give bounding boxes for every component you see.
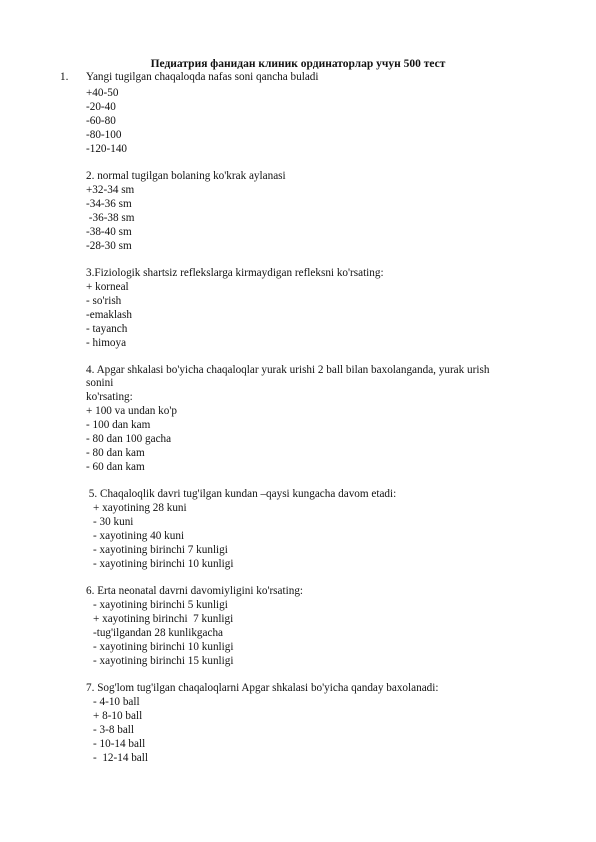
q5-option-5: - xayotining birinchi 10 kunligi	[93, 558, 234, 570]
q1-option-2: -20-40	[86, 101, 116, 113]
q7-option-1: - 4-10 ball	[93, 696, 140, 708]
q5-option-4: - xayotining birinchi 7 kunligi	[93, 544, 228, 556]
q2-option-5: -28-30 sm	[86, 240, 132, 252]
q4-question-line-3: ko'rsating:	[86, 391, 133, 403]
q1-option-5: -120-140	[86, 143, 128, 155]
q6-option-3: -tug'ilgandan 28 kunlikgacha	[93, 627, 224, 639]
q2-option-2: -34-36 sm	[86, 198, 132, 210]
q1-question: Yangi tugilgan chaqaloqda nafas soni qancha buladi	[86, 71, 319, 83]
q1-number: 1.	[60, 71, 69, 83]
q4-option-3: - 80 dan 100 gacha	[86, 433, 172, 445]
q5-option-3: - xayotining 40 kuni	[93, 530, 185, 542]
q1-option-3: -60-80	[86, 115, 116, 127]
q7-question: 7. Sog'lom tug'ilgan chaqaloqlarni Apgar shkalasi bo'yicha qanday baxolanadi:	[86, 682, 439, 694]
q2-question: 2. normal tugilgan bolaning ko'krak aylanasi	[86, 170, 286, 182]
q2-option-4: -38-40 sm	[86, 226, 132, 238]
q4-option-4: - 80 dan kam	[86, 447, 145, 459]
q5-option-1: + xayotining 28 kuni	[93, 502, 187, 514]
q2-option-3: -36-38 sm	[86, 212, 135, 224]
q3-option-1: + korneal	[86, 281, 129, 293]
q7-option-2: + 8-10 ball	[93, 710, 143, 722]
q7-option-4: - 10-14 ball	[93, 738, 146, 750]
q6-option-4: - xayotining birinchi 10 kunligi	[93, 641, 234, 653]
page-title: Педиатрия фанидан клиник ординаторлар учун 500 тест	[150, 58, 446, 70]
q2-option-1: +32-34 sm	[86, 184, 135, 196]
q1-option-1: +40-50	[86, 87, 119, 99]
q6-option-1: - xayotining birinchi 5 kunligi	[93, 599, 228, 611]
q4-question-line-2: sonini	[86, 377, 114, 389]
q4-option-5: - 60 dan kam	[86, 461, 145, 473]
q4-option-1: + 100 va undan ko'p	[86, 405, 177, 417]
q6-question: 6. Erta neonatal davrni davomiyligini ko'rsating:	[86, 585, 304, 597]
q5-option-2: - 30 kuni	[93, 516, 134, 528]
q3-option-2: - so'rish	[86, 295, 122, 307]
q3-option-3: -emaklash	[86, 309, 132, 321]
q3-question: 3.Fiziologik shartsiz reflekslarga kirmaydigan refleksni ko'rsating:	[86, 267, 384, 279]
q7-option-5: - 12-14 ball	[93, 752, 148, 764]
q6-option-5: - xayotining birinchi 15 kunligi	[93, 655, 234, 667]
q7-option-3: - 3-8 ball	[93, 724, 135, 736]
q5-question: 5. Chaqaloqlik davri tug'ilgan kundan –qaysi kungacha davom etadi:	[86, 488, 397, 500]
q1-option-4: -80-100	[86, 129, 122, 141]
q6-option-2: + xayotining birinchi 7 kunligi	[93, 613, 234, 625]
q4-question-line-1: 4. Apgar shkalasi bo'yicha chaqaloqlar yurak urishi 2 ball bilan baxolanganda, yurak urish	[86, 364, 490, 376]
q4-option-2: - 100 dan kam	[86, 419, 151, 431]
q3-option-4: - tayanch	[86, 323, 128, 335]
q3-option-5: - himoya	[86, 337, 127, 349]
